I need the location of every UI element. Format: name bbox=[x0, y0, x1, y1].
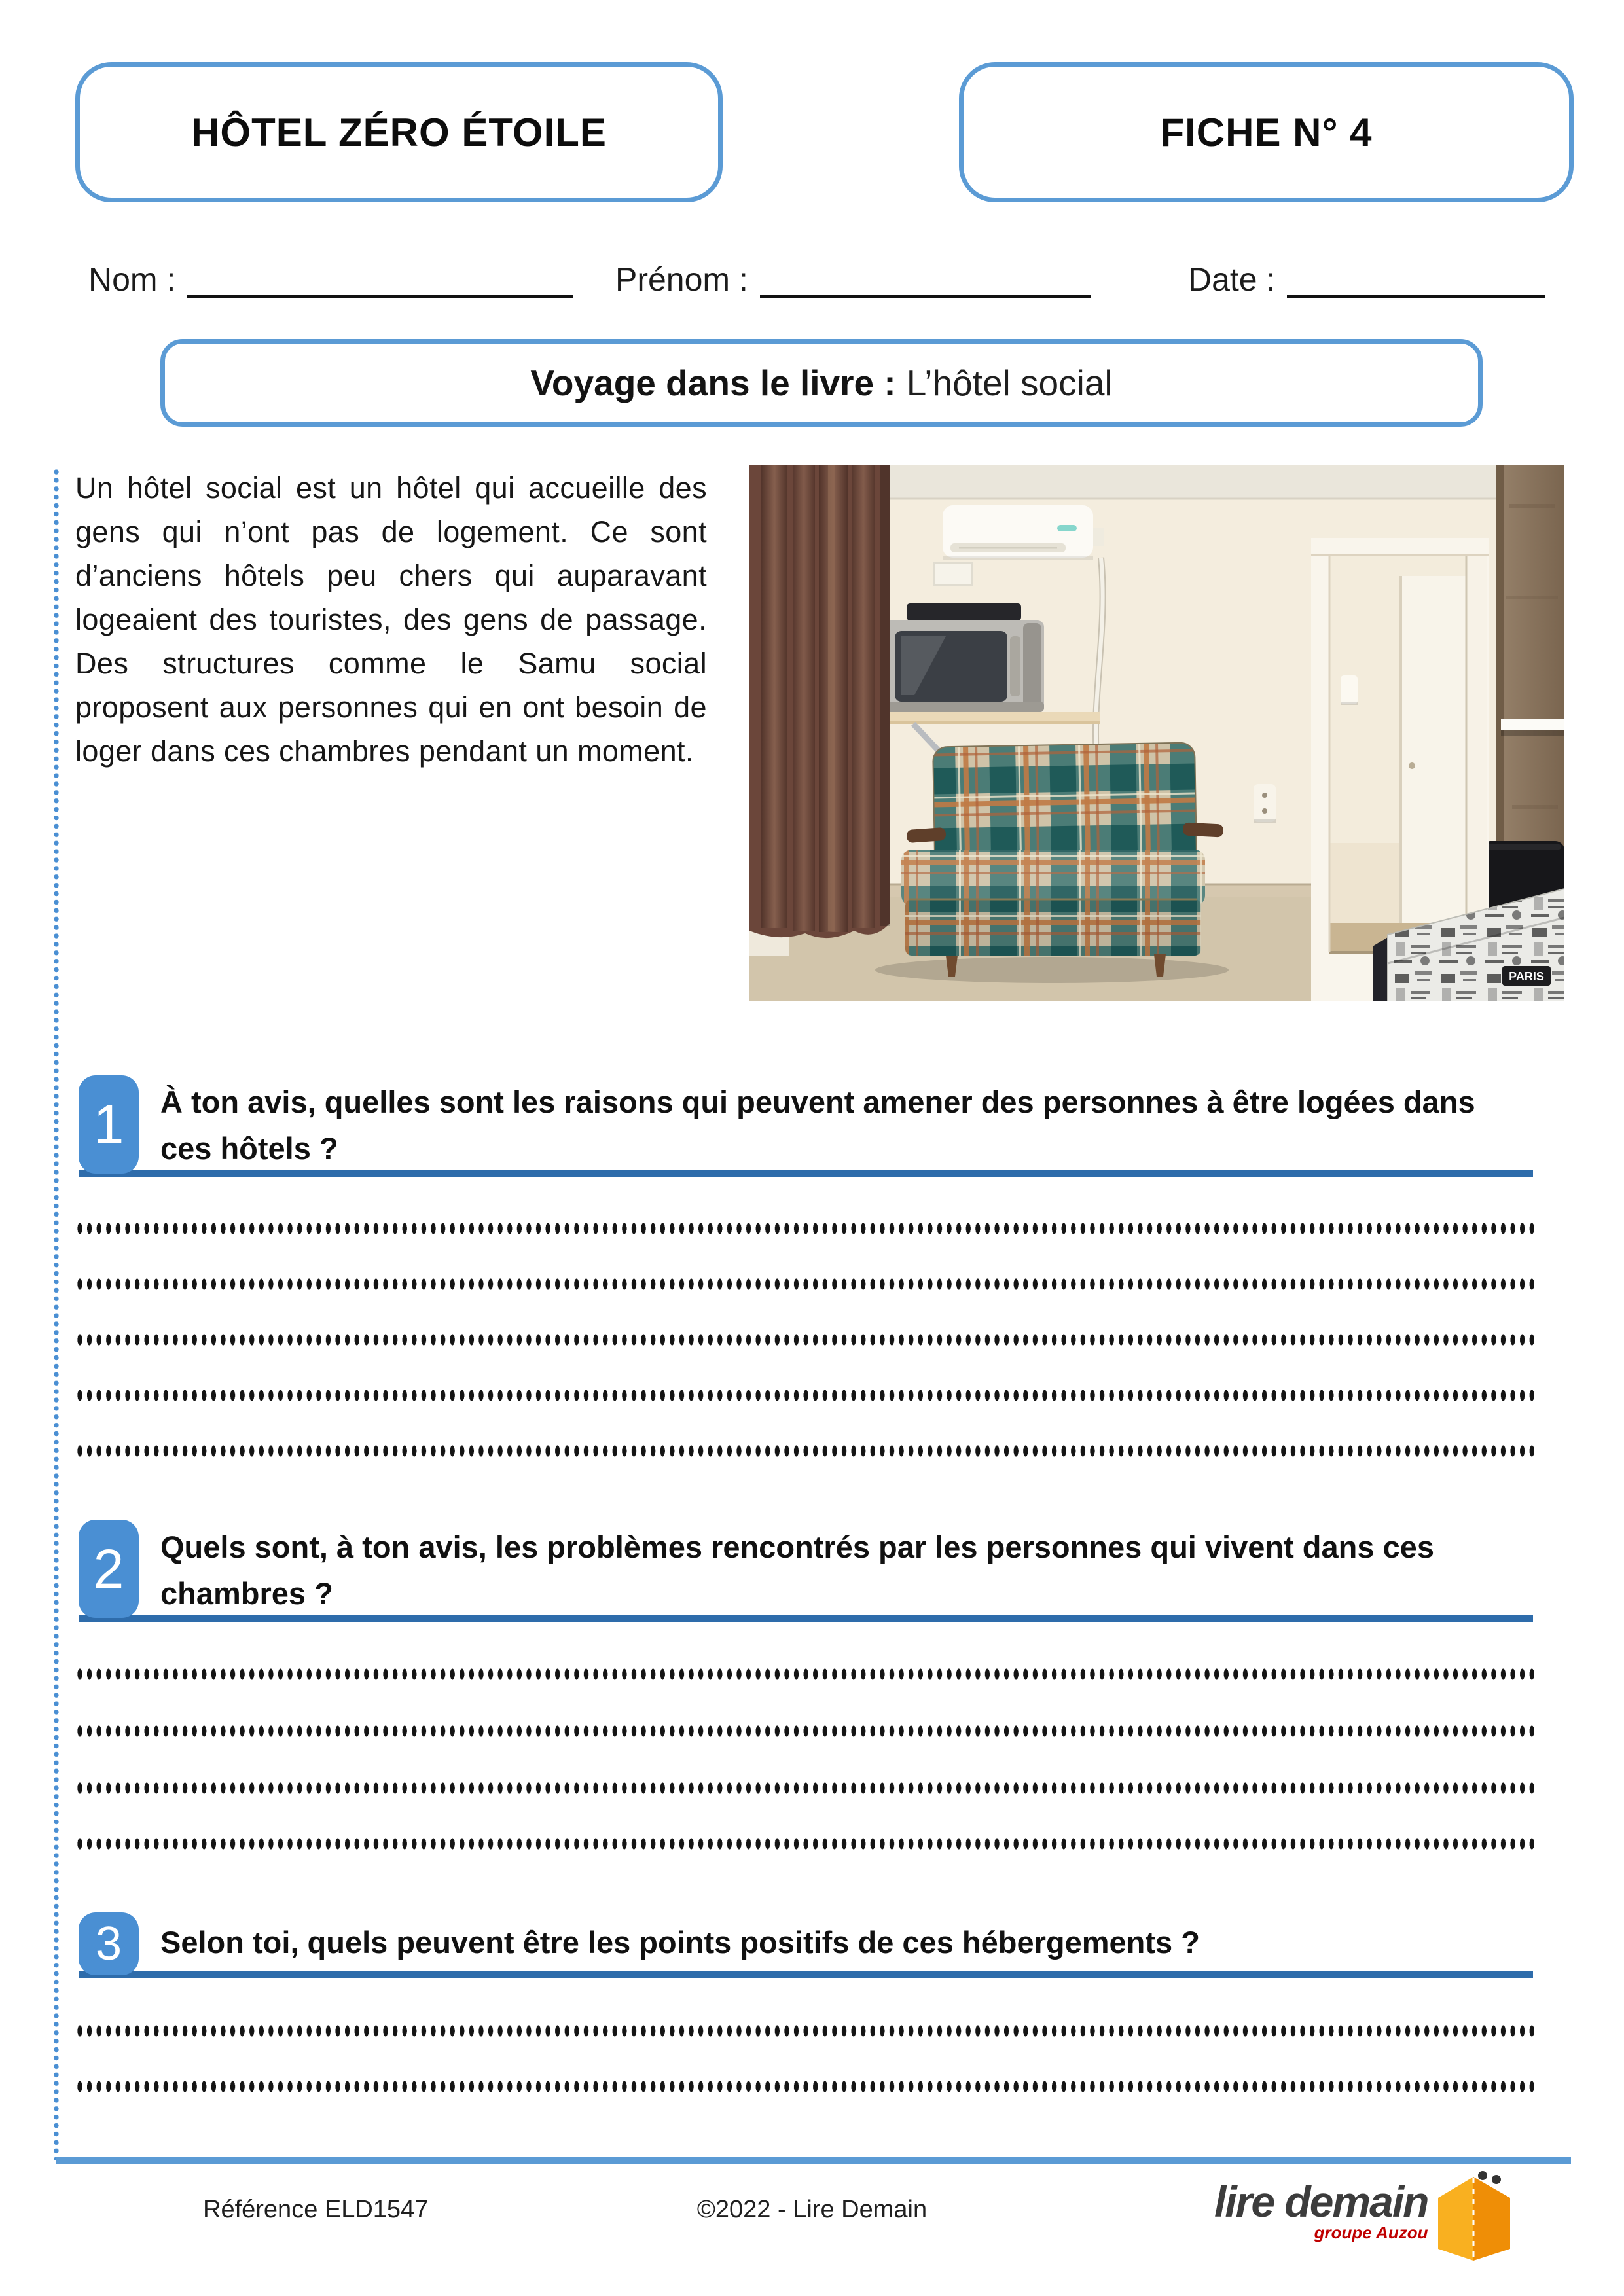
answer-line[interactable] bbox=[75, 1835, 1534, 1852]
answer-line[interactable] bbox=[75, 2022, 1534, 2039]
prenom-label: Prénom : bbox=[615, 261, 748, 298]
nom-field-line[interactable] bbox=[187, 260, 573, 298]
room-photo-svg bbox=[749, 465, 1564, 1001]
wall-switch bbox=[1341, 675, 1358, 705]
date-field bbox=[1188, 260, 1545, 298]
hotel-room-photo bbox=[749, 465, 1564, 1001]
answer-line[interactable] bbox=[75, 2078, 1534, 2095]
date-field-line[interactable] bbox=[1287, 260, 1545, 298]
power-outlet bbox=[1254, 784, 1276, 823]
worksheet-title: HÔTEL ZÉRO ÉTOILE bbox=[191, 110, 607, 154]
date-label: Date : bbox=[1188, 261, 1276, 298]
intro-paragraph: Un hôtel social est un hôtel qui accueille des gens qui n’ont pas de logement. Ce sont d’anciens hôtels peu chers qui auparavant logeaient des touristes, des gens de passage. Des structures comme le Samu social proposent aux personnes qui en ont besoin de loger dans ces chambres pendant un moment. bbox=[75, 471, 707, 768]
answer-line[interactable] bbox=[75, 1443, 1534, 1460]
brown-curtain bbox=[749, 465, 890, 956]
question-2-badge bbox=[79, 1520, 139, 1618]
section-title-lead: Voyage dans le livre : bbox=[530, 363, 896, 403]
footer-rule bbox=[56, 2157, 1571, 2164]
prenom-field-line[interactable] bbox=[760, 260, 1091, 298]
question-1-badge bbox=[79, 1075, 139, 1174]
section-title-box bbox=[160, 339, 1483, 427]
footer-reference: Référence ELD1547 bbox=[203, 2196, 429, 2223]
question-1-number: 1 bbox=[93, 1093, 124, 1155]
answer-line[interactable] bbox=[75, 1666, 1534, 1683]
question-3-underline bbox=[79, 1971, 1533, 1978]
question-3-number: 3 bbox=[95, 1918, 122, 1970]
fiche-number-box bbox=[959, 62, 1574, 202]
nom-field bbox=[88, 260, 573, 298]
section-title-rest: L’hôtel social bbox=[906, 363, 1113, 403]
answer-line[interactable] bbox=[75, 1387, 1534, 1404]
worksheet-title-box bbox=[75, 62, 723, 202]
question-2-number: 2 bbox=[93, 1537, 124, 1600]
left-dotted-rule bbox=[52, 468, 60, 2160]
question-3-badge bbox=[79, 1912, 139, 1975]
answer-line[interactable] bbox=[75, 1220, 1534, 1237]
prenom-field bbox=[615, 260, 1091, 298]
lire-demain-logo bbox=[1214, 2172, 1517, 2269]
logo-group-name: groupe Auzou bbox=[1314, 2223, 1428, 2242]
logo-name: lire demain bbox=[1214, 2178, 1428, 2226]
question-2-text: Quels sont, à ton avis, les problèmes rencontrés par les personnes qui vivent dans ces chambres ? bbox=[160, 1530, 1434, 1611]
question-1-text: À ton avis, quelles sont les raisons qui peuvent amener des personnes à être logées dans ces hôtels ? bbox=[160, 1085, 1475, 1166]
open-book-icon bbox=[1432, 2170, 1517, 2269]
fiche-number: FICHE N° 4 bbox=[1160, 110, 1373, 154]
question-3-text: Selon toi, quels peuvent être les points positifs de ces hébergements ? bbox=[160, 1925, 1200, 1960]
answer-line[interactable] bbox=[75, 1331, 1534, 1348]
paris-tag-label: PARIS bbox=[1509, 970, 1544, 983]
answer-line[interactable] bbox=[75, 1276, 1534, 1293]
wall-shelf bbox=[1501, 719, 1564, 736]
footer-copyright: ©2022 - Lire Demain bbox=[696, 2196, 928, 2223]
answer-line[interactable] bbox=[75, 1780, 1534, 1797]
answer-line[interactable] bbox=[75, 1723, 1534, 1740]
nom-label: Nom : bbox=[88, 261, 176, 298]
